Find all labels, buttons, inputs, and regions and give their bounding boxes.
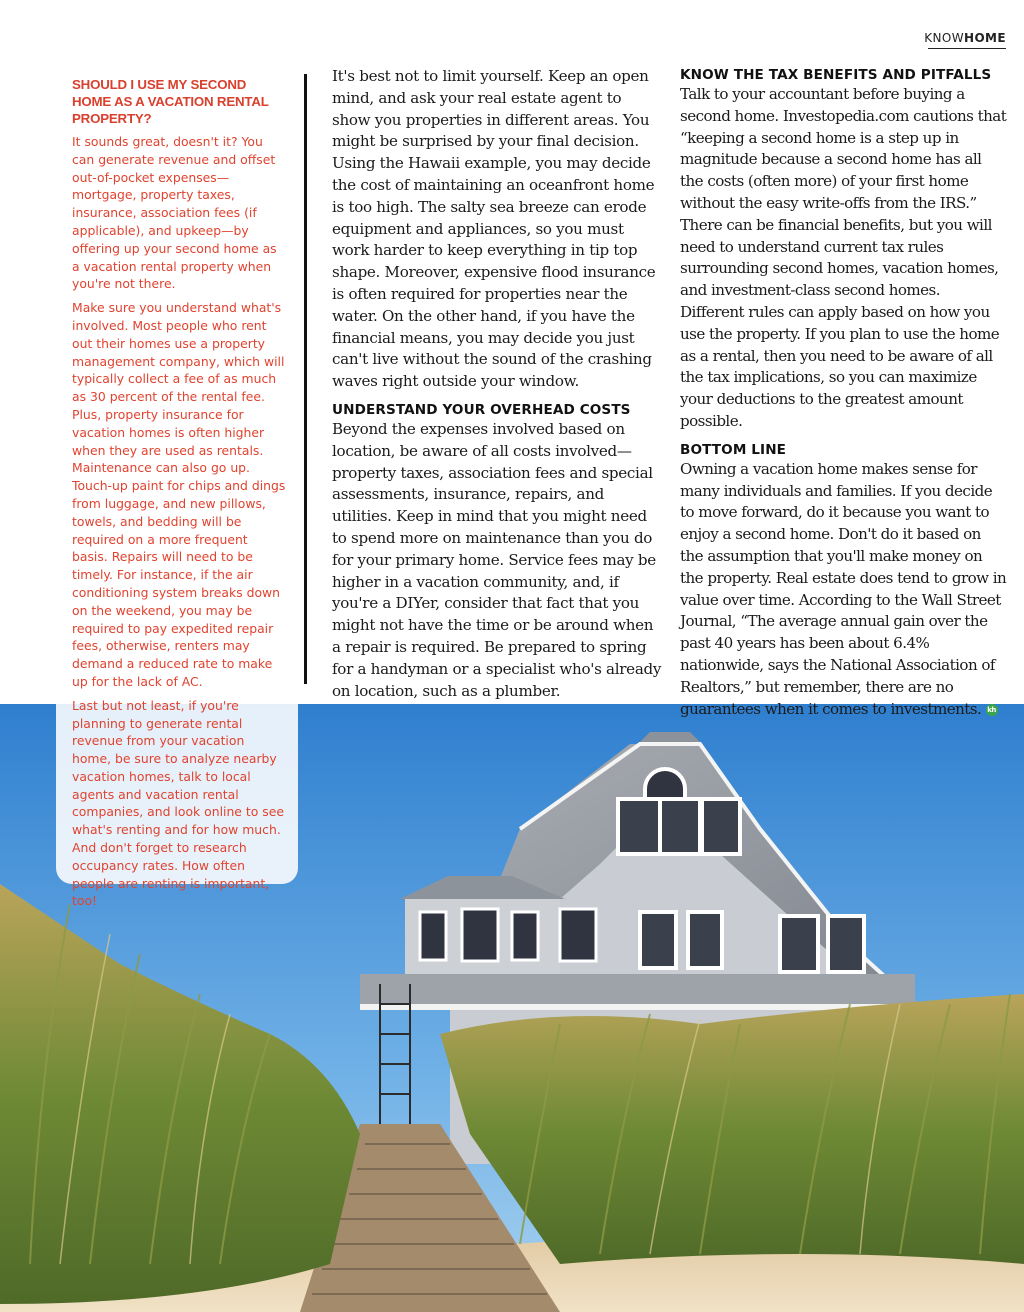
- tax-benefits-paragraph: Talk to your accountant before buying a second home. Investopedia.com cautions that “keeping a second home is a step up in magnitude because a second home has all the costs (often more) of your first home without the easy write-offs from the IRS.” There can be financial benefits, but you will need to understand current tax rules surrounding second homes, vacation homes, and investment-class second homes. Different rules can apply based on how you use the property. If you plan to use the home as a rental, then you need to be aware of all the tax implications, so you can maximize your deductions to the greatest amount possible.: [680, 85, 1007, 430]
- header-rule: [928, 48, 1006, 49]
- article-column-3: [680, 66, 1008, 720]
- tax-benefits-heading: KNOW THE TAX BENEFITS AND PITFALLS: [680, 67, 992, 83]
- bottom-line-paragraph: Owning a vacation home makes sense for many individuals and families. If you decide to move forward, do it because you want to enjoy a second home. Don't do it based on the assumption that you'll make money on the property. Real estate does tend to grow in value over time. According to the Wall Street Journal, “The average annual gain over the past 40 years has been about 6.4% nationwide, says the National Association of Realtors,” but remember, there are no guarantees when it comes to investments.: [680, 459, 1007, 718]
- article-column-2: [332, 66, 662, 702]
- overhead-costs-paragraph: Beyond the expenses involved based on location, be aware of all costs involved—property taxes, association fees and special assessments, insurance, repairs, and utilities. Keep in mind that you might need to spend more on maintenance than you do for your primary home. Service fees may be higher in a vacation community, and, if you're a DIYer, consider that fact that you might not have the time or be around when a repair is required. Be prepared to spring for a handyman or a specialist who's already on location, such as a plumber.: [332, 419, 662, 700]
- sidebar-title: SHOULD I USE MY SECOND HOME AS A VACATION RENTAL PROPERTY?: [72, 77, 269, 126]
- sidebar-paragraph: It sounds great, doesn't it? You can generate revenue and offset out-of-pocket expenses—mortgage, property taxes, insurance, association fees (if applicable), and upkeep—by offering up your second home as a vacation rental property when you're not there.: [72, 134, 277, 292]
- sidebar-box: [56, 62, 298, 909]
- sidebar-paragraph: Make sure you understand what's involved. Most people who rent out their homes use a property management company, which will typically collect a fee of as much as 30 percent of the rental fee. Plus, property insurance for vacation homes is often higher when they are used as rentals. Maintenance can also go up. Touch-up paint for chips and dings from luggage, and new pillows, towels, and bedding will be required on a more frequent basis. Repairs will need to be timely. For instance, if the air conditioning system breaks down on the weekend, you may be required to pay expedited repair fees, otherwise, renters may demand a reduced rate to make up for the lack of AC.: [72, 300, 286, 689]
- overhead-costs-heading: UNDERSTAND YOUR OVERHEAD COSTS: [332, 401, 631, 418]
- sidebar-paragraph: Last but not least, if you're planning to generate rental revenue from your vacation home, be sure to analyze nearby vacation homes, talk to local agents and vacation rental companies, and look online to see what's renting and for how much. And don't forget to research occupancy rates. How often people are renting is important, too!: [72, 697, 284, 909]
- header-know: KNOW: [924, 31, 965, 45]
- section-header: [924, 31, 1006, 45]
- bottom-line-paragraph-wrap: [680, 459, 1008, 721]
- intro-paragraph: It's best not to limit yourself. Keep an open mind, and ask your real estate agent to show you properties in different areas. You might be surprised by your final decision. Using the Hawaii example, you may decide the cost of maintaining an oceanfront home is too high. The salty sea breeze can erode equipment and appliances, so you must work harder to keep everything in tip top shape. Moreover, expensive flood insurance is often required for properties near the water. On the other hand, if you have the financial means, you may decide you just can't live without the sound of the crashing waves right outside your window.: [332, 67, 656, 391]
- end-mark-icon: kh: [987, 705, 996, 714]
- header-home: HOME: [964, 31, 1006, 45]
- bottom-line-heading: BOTTOM LINE: [680, 441, 787, 458]
- column-divider: [304, 74, 307, 684]
